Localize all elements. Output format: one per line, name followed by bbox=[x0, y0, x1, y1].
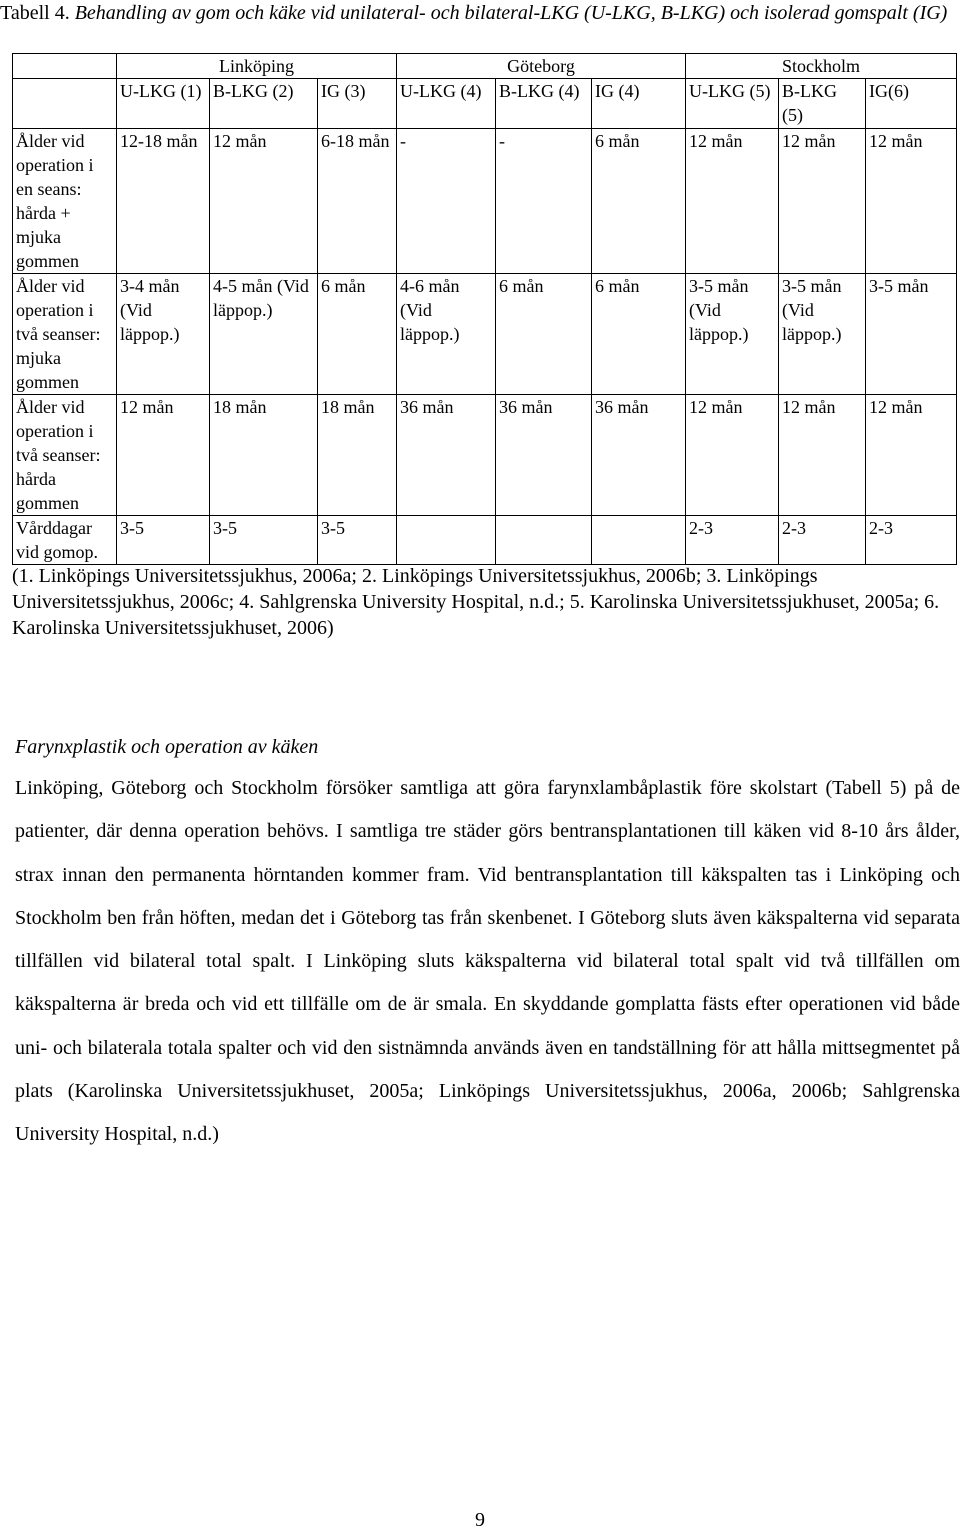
column-header: B-LKG (4) bbox=[496, 79, 592, 129]
table-cell: 36 mån bbox=[496, 395, 592, 516]
column-header: IG (4) bbox=[592, 79, 686, 129]
table-cell: 36 mån bbox=[592, 395, 686, 516]
table-row bbox=[13, 274, 957, 395]
row-label: Ålder vid operation i två seanser: mjuka gommen bbox=[13, 274, 117, 395]
table-cell: 12 mån bbox=[117, 395, 210, 516]
table-cell: 6 mån bbox=[496, 274, 592, 395]
empty-header-cell bbox=[13, 79, 117, 129]
table-cell: 3-5 bbox=[318, 516, 397, 565]
table-cell: 4-5 mån (Vid läppop.) bbox=[210, 274, 318, 395]
empty-header-cell bbox=[13, 54, 117, 79]
group-header-goteborg: Göteborg bbox=[397, 54, 686, 79]
table-row bbox=[13, 129, 957, 274]
table-cell: 12 mån bbox=[210, 129, 318, 274]
table-cell: 6 mån bbox=[592, 274, 686, 395]
column-header: B-LKG (5) bbox=[779, 79, 866, 129]
column-header: IG (3) bbox=[318, 79, 397, 129]
table-cell: - bbox=[496, 129, 592, 274]
page-number: 9 bbox=[475, 1509, 485, 1531]
table-cell: 36 mån bbox=[397, 395, 496, 516]
table-cell: 6 mån bbox=[592, 129, 686, 274]
table-cell bbox=[592, 516, 686, 565]
group-header-row bbox=[13, 54, 957, 79]
column-header: IG(6) bbox=[866, 79, 957, 129]
table-cell: 3-5 mån bbox=[866, 274, 957, 395]
table-cell: 3-5 mån (Vid läppop.) bbox=[779, 274, 866, 395]
table-references: (1. Linköpings Universitetssjukhus, 2006a; 2. Linköpings Universitetssjukhus, 2006b; 3. Linköpings Universitetssjukhus, 2006c; 4. Sahlgrenska University Hospital, n.d.; 5. Karolinska Universitetssjukhuset, 2005a; 6. Karolinska Universitetssjukhuset, 2006) bbox=[12, 565, 940, 639]
table-cell: 2-3 bbox=[866, 516, 957, 565]
table-cell: 12 mån bbox=[779, 395, 866, 516]
section-heading: Farynxplastik och operation av käken bbox=[15, 736, 319, 758]
table-cell: 3-4 mån (Vid läppop.) bbox=[117, 274, 210, 395]
table-cell: 18 mån bbox=[318, 395, 397, 516]
group-header-stockholm: Stockholm bbox=[686, 54, 957, 79]
table-cell bbox=[496, 516, 592, 565]
table-caption-prefix: Tabell 4. bbox=[0, 2, 75, 24]
table-cell: 3-5 bbox=[210, 516, 318, 565]
table-cell: 3-5 mån (Vid läppop.) bbox=[686, 274, 779, 395]
table-cell: 12 mån bbox=[866, 395, 957, 516]
table-cell: 12 mån bbox=[779, 129, 866, 274]
section-body: Linköping, Göteborg och Stockholm försöker samtliga att göra farynxlambåplastik före skolstart (Tabell 5) på de patienter, där denna operation behövs. I samtliga tre städer görs bentransplantationen till käken vid 8-10 års ålder, strax innan den permanenta hörntanden kommer fram. Vid bentransplantation till käkspalten tas i Linköping och Stockholm ben från höften, medan det i Göteborg tas från skenbenet. I Göteborg sluts även käkspalterna vid separata tillfällen vid bilateral total spalt. I Linköping sluts käkspalterna vid bilateral total spalt vid två tillfällen om käkspalterna är breda och vid ett tillfälle om de är smala. En skyddande gomplatta fästs efter operationen vid både uni- och bilaterala totala spalter och vid den sistnämnda används även en tandställning för att hålla mittsegmentet på plats (Karolinska Universitetssjukhuset, 2005a; Linköpings Universitetssjukhus, 2006a, 2006b; Sahlgrenska University Hospital, n.d.) bbox=[15, 777, 960, 1146]
table-cell: - bbox=[397, 129, 496, 274]
row-label: Ålder vid operation i två seanser: hårda gommen bbox=[13, 395, 117, 516]
row-label: Ålder vid operation i en seans: hårda + mjuka gommen bbox=[13, 129, 117, 274]
table-cell: 12 mån bbox=[686, 395, 779, 516]
column-header: U-LKG (5) bbox=[686, 79, 779, 129]
column-header: U-LKG (4) bbox=[397, 79, 496, 129]
table-row bbox=[13, 516, 957, 565]
table-row bbox=[13, 395, 957, 516]
table-cell: 2-3 bbox=[779, 516, 866, 565]
table-cell bbox=[397, 516, 496, 565]
table-cell: 18 mån bbox=[210, 395, 318, 516]
group-header-linkoping: Linköping bbox=[117, 54, 397, 79]
table-caption-title: Behandling av gom och käke vid unilateral- och bilateral-LKG (U-LKG, B-LKG) och isolerad gomspalt (IG) bbox=[74, 2, 948, 24]
row-label: Vårddagar vid gomop. bbox=[13, 516, 117, 565]
column-header: U-LKG (1) bbox=[117, 79, 210, 129]
table-cell: 12 mån bbox=[866, 129, 957, 274]
treatment-table bbox=[12, 53, 957, 565]
table-cell: 12 mån bbox=[686, 129, 779, 274]
table-cell: 3-5 bbox=[117, 516, 210, 565]
table-cell: 6-18 mån bbox=[318, 129, 397, 274]
column-header-row bbox=[13, 79, 957, 129]
table-cell: 6 mån bbox=[318, 274, 397, 395]
column-header: B-LKG (2) bbox=[210, 79, 318, 129]
table-caption bbox=[0, 0, 950, 26]
table-cell: 12-18 mån bbox=[117, 129, 210, 274]
table-cell: 4-6 mån (Vid läppop.) bbox=[397, 274, 496, 395]
table-cell: 2-3 bbox=[686, 516, 779, 565]
